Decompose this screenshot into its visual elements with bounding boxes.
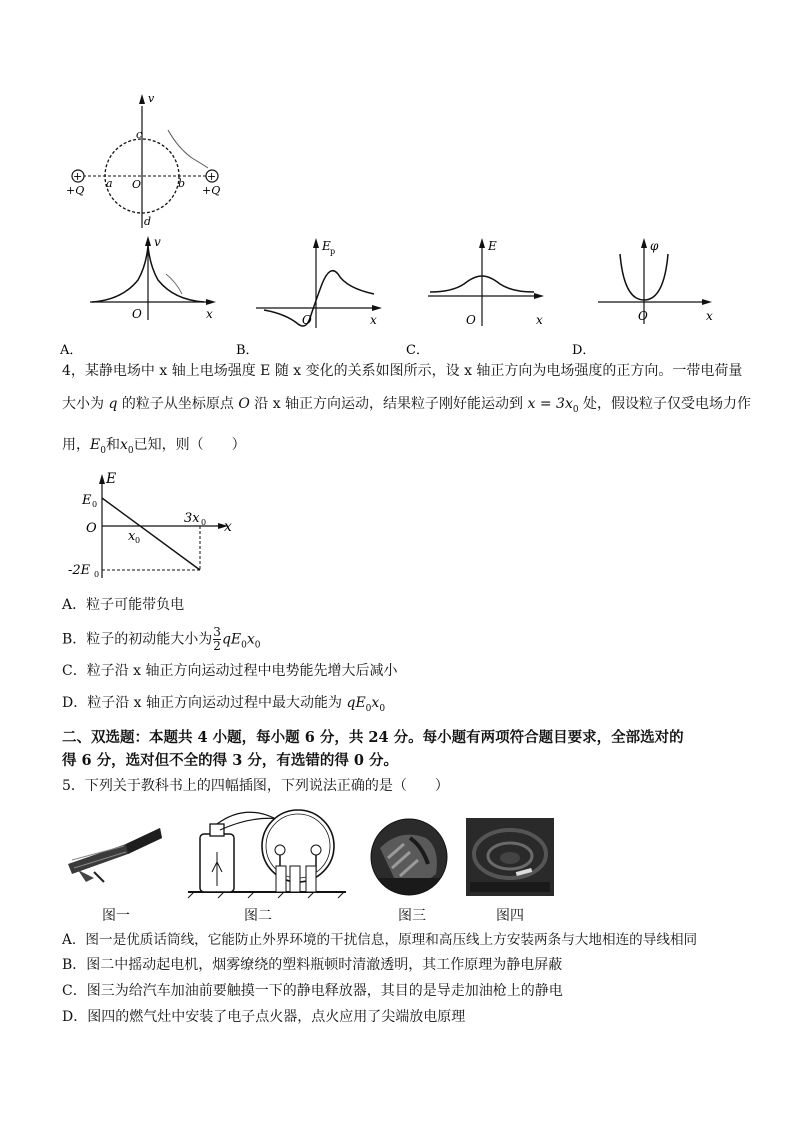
q4-optd-a: D．粒子沿 x 轴正方向运动过程中最大动能为 bbox=[62, 695, 347, 711]
caption-fig2: 图二 bbox=[244, 908, 272, 924]
q4-optd-sub1: 0 bbox=[365, 703, 372, 714]
graph-d-ylabel: φ bbox=[650, 239, 659, 253]
graph-b-ylabel: E bbox=[322, 239, 331, 253]
q4-l2-c: 沿 x 轴正方向运动，结果粒子刚好能运动到 bbox=[249, 396, 528, 412]
q5-option-d: D．图四的燃气灶中安装了电子点火器，点火应用了尖端放电原理 bbox=[62, 1009, 466, 1025]
q5-stem: 5．下列关于教科书上的四幅插图，下列说法正确的是（ ） bbox=[62, 778, 449, 794]
fig1-cable-image bbox=[64, 820, 164, 890]
q4-graph-xlabel: x bbox=[224, 519, 232, 535]
left-charge-label: +Q bbox=[66, 184, 85, 197]
graph-c bbox=[406, 238, 544, 358]
graph-a-xlabel: x bbox=[206, 307, 213, 321]
q4-option-b bbox=[62, 626, 261, 655]
q4-graph-3x0: 3x bbox=[184, 511, 200, 526]
q4-optb-num: 3 bbox=[213, 625, 221, 639]
q4-l2-x: x = 3x bbox=[527, 396, 573, 412]
point-b-label: b bbox=[178, 177, 186, 190]
q4-optb-fraction bbox=[213, 626, 221, 653]
graph-a bbox=[60, 235, 216, 358]
graph-c-ylabel: E bbox=[488, 239, 497, 253]
graph-a-ylabel: v bbox=[154, 235, 161, 249]
point-o-label: O bbox=[132, 178, 142, 191]
graph-c-origin: O bbox=[466, 313, 476, 327]
q4-optd-qe: qE bbox=[346, 695, 366, 711]
option-a-label: A． bbox=[60, 343, 83, 358]
graph-c-xlabel: x bbox=[536, 313, 543, 327]
graph-d-origin: O bbox=[638, 309, 648, 323]
option-graphs bbox=[60, 232, 740, 360]
graph-b-ylabel-sub: p bbox=[330, 247, 336, 256]
q4-optb-den: 2 bbox=[213, 639, 221, 653]
q4-graph-origin: O bbox=[86, 521, 97, 536]
graph-b-origin: O bbox=[302, 313, 312, 327]
q4-graph-x0-sub: 0 bbox=[135, 536, 141, 545]
q4-optd-x: x bbox=[371, 695, 380, 711]
right-charge-label: +Q bbox=[202, 184, 221, 197]
q4-line3 bbox=[62, 435, 246, 461]
q4-l3-b: 和 bbox=[105, 437, 120, 453]
option-c-label: C． bbox=[406, 343, 429, 358]
caption-fig3: 图三 bbox=[398, 908, 426, 924]
q4-l2-q: q bbox=[108, 396, 118, 412]
point-a-label: a bbox=[106, 177, 113, 190]
q4-graph-e0-sub: 0 bbox=[92, 500, 98, 509]
option-d-label: D． bbox=[572, 343, 596, 358]
graph-a-origin: O bbox=[132, 307, 142, 321]
right-plus: + bbox=[207, 170, 217, 183]
q4-option-d bbox=[62, 693, 385, 719]
q5-option-b: B．图二中摇动起电机，烟雾缭绕的塑料瓶顿时清澈透明，其工作原理为静电屏蔽 bbox=[62, 957, 563, 973]
q4-graph-e0: E bbox=[82, 493, 92, 508]
q4-l3-a: 用， bbox=[62, 437, 90, 453]
q4-optb-qe: qE bbox=[221, 631, 242, 648]
option-b-label: B． bbox=[236, 343, 259, 358]
v-axis-arrow bbox=[139, 94, 145, 104]
q4-l2-sub: 0 bbox=[572, 404, 579, 415]
q4-l2-a: 大小为 bbox=[62, 396, 109, 412]
q4-graph-m2e0-sub: 0 bbox=[94, 570, 100, 579]
q4-optd-sub2: 0 bbox=[379, 703, 386, 714]
left-plus: + bbox=[73, 170, 83, 183]
q4-optb-a: B．粒子的初动能大小为 bbox=[62, 631, 213, 648]
caption-fig1: 图一 bbox=[102, 908, 130, 924]
q4-line2 bbox=[62, 394, 751, 420]
graph-b-xlabel: x bbox=[370, 313, 377, 327]
q4-l3-x: x bbox=[119, 437, 128, 453]
graph-d bbox=[572, 238, 713, 358]
q4-l3-sub1: 0 bbox=[100, 445, 106, 456]
graph-d-xlabel: x bbox=[706, 309, 713, 323]
section2-line2: 得 6 分，选对但不全的得 3 分，有选错的得 0 分。 bbox=[62, 752, 399, 769]
q4-e-x-graph bbox=[62, 470, 242, 582]
section2-line1: 二、双选题：本题共 4 小题，每小题 6 分，共 24 分。每小题有两项符合题目要求，全部选对的 bbox=[62, 729, 684, 746]
q4-graph-3x0-sub: 0 bbox=[201, 518, 207, 527]
q4-optb-sub1: 0 bbox=[241, 640, 247, 651]
graph-b bbox=[236, 238, 382, 358]
q4-graph-ylabel: E bbox=[106, 471, 117, 487]
q4-optb-sub2: 0 bbox=[254, 640, 261, 651]
charge-circle-figure bbox=[60, 88, 230, 228]
fig2-electrostatic-machine-image bbox=[184, 800, 348, 900]
q4-l3-c: 已知，则（ ） bbox=[133, 437, 246, 453]
q4-l3-sub2: 0 bbox=[127, 445, 134, 456]
point-d-label: d bbox=[144, 215, 152, 228]
v-axis-label: v bbox=[148, 92, 155, 105]
q4-option-a: A．粒子可能带负电 bbox=[62, 597, 185, 613]
q5-option-c: C．图三为给汽车加油前要触摸一下的静电释放器，其目的是导走加油枪上的静电 bbox=[62, 983, 563, 999]
q4-optb-x: x bbox=[246, 631, 255, 648]
q4-l2-o: O bbox=[238, 396, 250, 412]
q4-l3-e: E bbox=[90, 437, 101, 453]
q4-line1: 4，某静电场中 x 轴上电场强度 E 随 x 变化的关系如图所示，设 x 轴正方向为电场强度的正方向。一带电荷量 bbox=[62, 363, 743, 379]
q4-option-c: C．粒子沿 x 轴正方向运动过程中电势能先增大后减小 bbox=[62, 663, 398, 679]
q5-option-a: A．图一是优质话筒线，它能防止外界环境的干扰信息，原理和高压线上方安装两条与大地相连的导线相同 bbox=[62, 932, 698, 948]
caption-fig4: 图四 bbox=[496, 908, 524, 924]
fig4-gas-stove-image bbox=[466, 818, 554, 896]
q4-graph-m2e0: -2E bbox=[68, 563, 91, 578]
point-c-label: c bbox=[136, 128, 143, 141]
q4-l2-b: 的粒子从坐标原点 bbox=[117, 396, 239, 412]
q4-l2-d: 处，假设粒子仅受电场力作 bbox=[578, 396, 752, 412]
pencil-mark bbox=[168, 130, 208, 168]
q4-graph-x0: x bbox=[128, 529, 136, 544]
fig3-static-discharge-image bbox=[370, 818, 448, 896]
